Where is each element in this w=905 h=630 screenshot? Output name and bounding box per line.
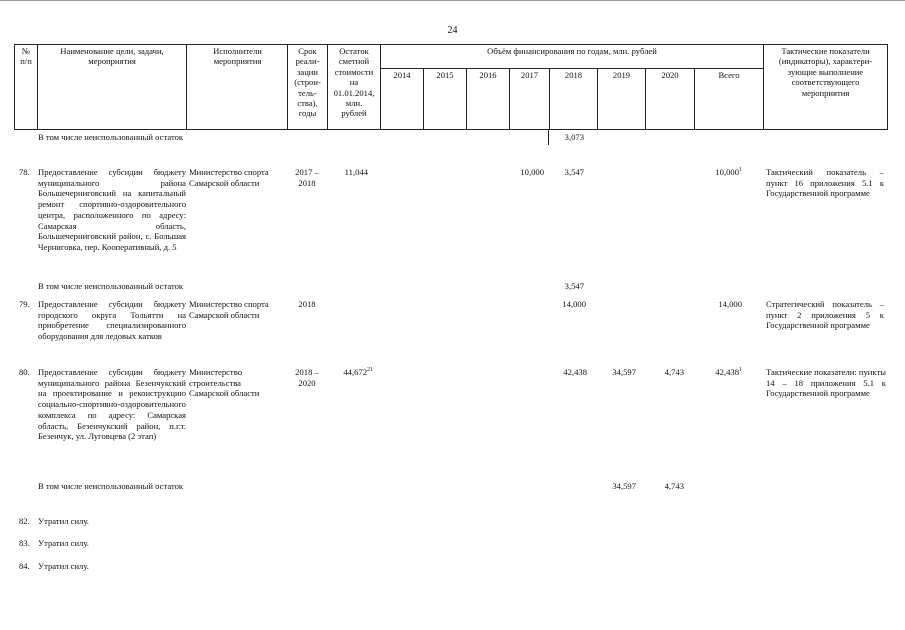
row-78-num: 78. bbox=[19, 167, 30, 177]
header-year-2018: 2018 bbox=[564, 70, 583, 80]
header-term: Срок реали- зации (строи- тель- ства), годы bbox=[294, 46, 321, 119]
row-78-2018: 3,547 bbox=[564, 167, 584, 177]
row-79-executor: Министерство спорта Самарской области bbox=[189, 299, 269, 320]
row-79-num: 79. bbox=[19, 299, 30, 309]
header-year-2019: 2019 bbox=[612, 70, 631, 80]
unused-remainder-2-2018: 3,547 bbox=[564, 281, 584, 291]
header-executors: Исполнители мероприятия bbox=[213, 46, 262, 67]
row-80-name: Предоставление субсидии бюджету муниципального района Безенчукский на проектирование и реконструкцию социально-спортивно-оздоровительного комплекса по адресу: Самарская область, Безенчукский район, п.г.т. Безенчук, ул. Луговцева (2 этап) bbox=[38, 367, 186, 442]
header-year-2020: 2020 bbox=[661, 70, 679, 80]
row-80-total-value: 42,438 bbox=[715, 367, 739, 377]
row-80-total-footnote: 1 bbox=[739, 367, 742, 374]
row-78-indicator: Тактический показатель – пункт 16 приложения 5.1 к Государственной программе bbox=[766, 167, 884, 199]
header-year-total: Всего bbox=[718, 70, 740, 80]
row-84-num: 84. bbox=[19, 561, 30, 571]
row-80-2018: 42,438 bbox=[563, 367, 587, 377]
row-80-num: 80. bbox=[19, 367, 30, 377]
header-name: Наименование цели, задачи, мероприятия bbox=[60, 46, 164, 67]
unused-remainder-label-2: В том числе неиспользованный остаток bbox=[38, 281, 184, 291]
row-78-executor: Министерство спорта Самарской области bbox=[189, 167, 269, 188]
row-84-text: Утратил силу. bbox=[38, 561, 89, 571]
row-80-total bbox=[695, 367, 742, 378]
row-80-remainder-value: 44,672 bbox=[343, 367, 367, 377]
page-number: 24 bbox=[447, 25, 458, 36]
row-78-total-value: 10,000 bbox=[715, 167, 739, 177]
unused-remainder-label: В том числе неиспользованный остаток bbox=[38, 132, 184, 142]
row-80-indicator: Тактические показатели: пункты 14 – 18 приложения 5.1 к Государственной программе bbox=[766, 367, 886, 399]
unused-remainder-3-2020: 4,743 bbox=[664, 481, 684, 491]
row-78-total bbox=[695, 167, 742, 178]
row-80-remainder-footnote: 21 bbox=[367, 367, 373, 374]
unused-remainder-label-3: В том числе неиспользованный остаток bbox=[38, 481, 184, 491]
row-80-term: 2018 – 2020 bbox=[295, 367, 319, 388]
unused-remainder-2018: 3,073 bbox=[564, 132, 584, 142]
header-year-2015: 2015 bbox=[436, 70, 454, 80]
row-82-text: Утратил силу. bbox=[38, 516, 89, 526]
row-78-total-footnote: 1 bbox=[739, 167, 742, 174]
row-80-2020: 4,743 bbox=[664, 367, 684, 377]
header-funding: Объём финансирования по годам, млн. рублей bbox=[487, 46, 657, 56]
header-remainder: Остаток сметной стоимости на 01.01.2014, млн. рублей bbox=[333, 46, 375, 119]
row-78-name: Предоставление субсидии бюджету муниципального района Большечерниговский на капитальный ремонт спортивно-оздоровительного центра, расположенного по адресу: Самарская область, Большечерниговский район, с. Большая Черниговка, пер. Кооперативный, д. 5 bbox=[38, 167, 186, 252]
row-78-remainder: 11,044 bbox=[344, 167, 368, 177]
row-79-2018: 14,000 bbox=[562, 299, 586, 309]
row-83-num: 83. bbox=[19, 538, 30, 548]
row-80-executor: Министерство строительства Самарской области bbox=[189, 367, 260, 399]
header-year-2016: 2016 bbox=[479, 70, 497, 80]
scan-edge-line bbox=[0, 0, 905, 1]
row-78-term: 2017 – 2018 bbox=[295, 167, 319, 188]
row-79-term: 2018 bbox=[298, 299, 316, 309]
unused-remainder-3-2019: 34,597 bbox=[612, 481, 636, 491]
row-78-2017: 10,000 bbox=[520, 167, 544, 177]
row-82-num: 82. bbox=[19, 516, 30, 526]
row-80-2019: 34,597 bbox=[612, 367, 636, 377]
row-79-total: 14,000 bbox=[718, 299, 742, 309]
row-79-indicator: Стратегический показатель – пункт 2 приложения 5 к Государственной программе bbox=[766, 299, 884, 331]
row-79-name: Предоставление субсидии бюджету городского округа Тольятти на приобретение специализированного оборудования для ледовых катков bbox=[38, 299, 186, 342]
header-year-2014: 2014 bbox=[393, 70, 411, 80]
header-num: № п/п bbox=[20, 46, 32, 67]
header-year-2017: 2017 bbox=[520, 70, 539, 80]
header-indicators: Тактические показатели (индикаторы), характери- зующие выполнение соответствующего мероприятия bbox=[778, 46, 873, 98]
row-80-remainder bbox=[328, 367, 373, 378]
row-83-text: Утратил силу. bbox=[38, 538, 89, 548]
